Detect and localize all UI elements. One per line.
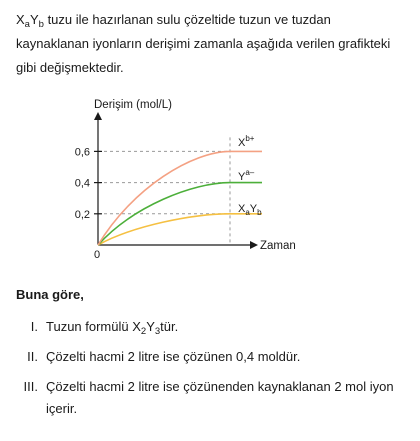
series-label-xb-plus: $X^{b+}$: [238, 134, 255, 149]
series-line-2: [98, 151, 262, 245]
series-label-xayb: $X_aY_b$: [238, 203, 262, 217]
series-line-0: [98, 214, 262, 245]
x-axis-label: Zaman: [260, 240, 296, 252]
formula-x: X: [16, 12, 25, 27]
y-axis-label: Derişim (mol/L): [94, 99, 172, 111]
question-intro: [16, 8, 404, 80]
statement-2-number: II.: [27, 349, 38, 364]
intro-text: tuzu ile hazırlanan sulu çözeltide tuzun ve tuzdan kaynaklanan iyonların derişimi zamanla aşağıda verilen grafikteki gibi değişmektedir.: [16, 12, 391, 75]
statement-1-text: Tuzun formülü $X_2Y_3tür$.: [46, 319, 179, 337]
statement-3-number: III.: [23, 379, 38, 394]
formula-sub-a: a: [24, 19, 30, 30]
statement-3-text: Çözelti hacmi 2 litre ise çözünenden kaynaklanan 2 mol iyon içerir.: [46, 379, 394, 416]
y-tick-label-0: 0,6: [74, 146, 90, 159]
question-heading: Buna göre,: [16, 287, 84, 302]
salt-formula: [16, 12, 44, 30]
series-label-ya-minus: $Y^{a-}$: [238, 168, 255, 183]
y-tick-label-2: 0,2: [74, 208, 90, 221]
origin-label: 0: [93, 249, 101, 261]
statement-2-text: Çözelti hacmi 2 litre ise çözünen 0,4 moldür.: [46, 349, 301, 364]
y-tick-label-1: 0,4: [74, 177, 90, 190]
series-curves: [98, 151, 262, 245]
formula-sub-b: b: [38, 19, 44, 30]
statement-1-number: I.: [30, 319, 38, 334]
formula-y: Y: [29, 12, 39, 27]
concentration-chart: [0, 96, 420, 276]
